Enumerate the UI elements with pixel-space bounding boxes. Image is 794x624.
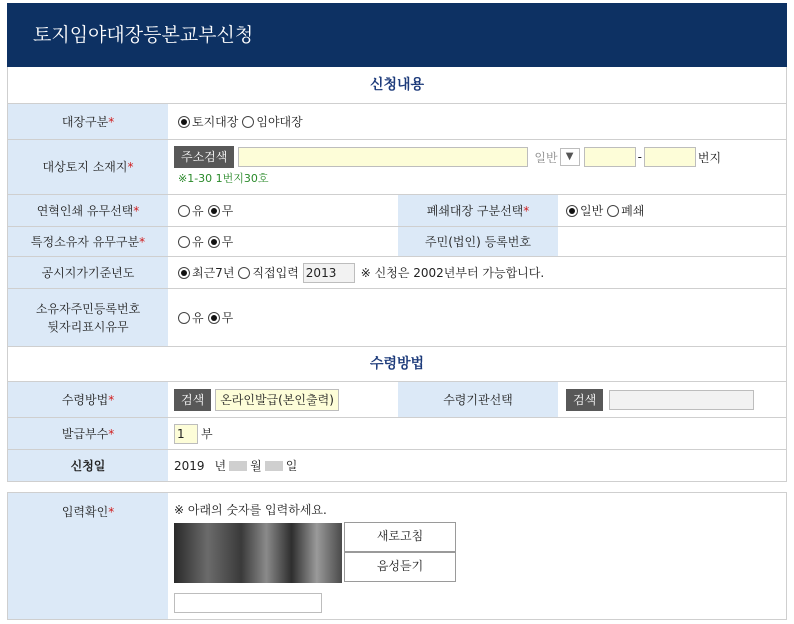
receive-method-label: 수령방법 * [8, 382, 168, 417]
copies-input[interactable]: 1 [174, 424, 198, 444]
owner-id-display-row: 소유자주민등록번호 뒷자리표시유무 유 무 [7, 288, 787, 346]
captcha-audio-button[interactable]: 음성듣기 [344, 552, 456, 582]
register-type-row [7, 103, 787, 139]
radio-owner-id-no[interactable] [208, 312, 220, 324]
resident-number-value [560, 227, 786, 256]
apply-date-row: 신청일 2019 년 월 일 [7, 449, 787, 482]
receive-method-value[interactable]: 온라인발급(본인출력) [215, 389, 339, 411]
captcha-input[interactable] [174, 593, 322, 613]
receive-method-search-button[interactable]: 검색 [174, 389, 211, 411]
register-type-options [172, 104, 786, 139]
lot-number-hint: ※1-30 1번지30호 [178, 172, 269, 185]
radio-history-no[interactable] [208, 205, 220, 217]
special-owner-label: 특정소유자 유무구분 * [8, 227, 168, 256]
receive-method-row [7, 381, 787, 417]
copies-label: 발급부수 * [8, 418, 168, 449]
captcha-label: 입력확인 * [8, 493, 168, 619]
apply-day-blurred [265, 461, 283, 471]
radio-history-yes[interactable] [178, 205, 190, 217]
general-select-value: 일반 [534, 150, 558, 165]
general-select-dropdown[interactable]: ▼ [560, 148, 580, 166]
section-title-receive: 수령방법 [7, 346, 787, 381]
forest-register-label: 임야대장 [256, 115, 303, 129]
lot-suffix: 번지 [697, 150, 722, 165]
radio-recent-7-years[interactable] [178, 267, 190, 279]
history-print-label: 연혁인쇄 유무선택 * [8, 195, 168, 226]
receive-org-label: 수령기관선택 [398, 382, 558, 417]
main-lot-number-input[interactable] [584, 147, 636, 167]
resident-number-label: 주민(법인) 등록번호 [398, 227, 558, 256]
apply-date-label: 신청일 [8, 450, 168, 481]
year-note: ※ 신청은 2002년부터 가능합니다. [360, 266, 545, 280]
radio-land-register[interactable] [178, 116, 190, 128]
land-register-label: 토지대장 [192, 115, 239, 129]
register-type-label: 대장구분 * [8, 104, 168, 139]
radio-direct-input[interactable] [238, 267, 250, 279]
radio-special-owner-yes[interactable] [178, 236, 190, 248]
captcha-image [174, 523, 342, 583]
land-location-row: 대상토지 소재지 * 주소검색 일반 ▼ - 번지 ※1-30 1번지30호 [7, 139, 787, 194]
radio-closed-closed[interactable] [607, 205, 619, 217]
special-owner-row: 특정소유자 유무구분 * 유 무 주민(법인) 등록번호 [7, 226, 787, 256]
address-input[interactable] [238, 147, 528, 167]
radio-closed-general[interactable] [566, 205, 578, 217]
price-year-label: 공시지가기준년도 [8, 257, 168, 288]
year-input[interactable]: 2013 [303, 263, 355, 283]
copies-unit: 부 [201, 427, 213, 441]
page-title: 토지임야대장등본교부신청 [7, 3, 787, 67]
land-location-label: 대상토지 소재지 * [8, 140, 168, 194]
radio-special-owner-no[interactable] [208, 236, 220, 248]
history-closed-row: 연혁인쇄 유무선택 * 유 무 폐쇄대장 구분선택 * 일반 폐쇄 [7, 194, 787, 226]
owner-id-display-label: 소유자주민등록번호 뒷자리표시유무 [8, 289, 168, 346]
apply-month-blurred [229, 461, 247, 471]
copies-row [7, 417, 787, 449]
receive-org-search-button[interactable]: 검색 [566, 389, 603, 411]
captcha-refresh-button[interactable]: 새로고침 [344, 522, 456, 552]
radio-forest-register[interactable] [242, 116, 254, 128]
address-search-button[interactable]: 주소검색 [174, 146, 234, 168]
price-year-row: 공시지가기준년도 최근7년 직접입력 2013 ※ 신청은 2002년부터 가능합니다. [7, 256, 787, 288]
radio-owner-id-yes[interactable] [178, 312, 190, 324]
closed-register-label: 폐쇄대장 구분선택 * [398, 195, 558, 226]
captcha-instruction: ※ 아래의 숫자를 입력하세요. [174, 503, 327, 517]
captcha-row [7, 492, 787, 620]
sub-lot-number-input[interactable] [644, 147, 696, 167]
receive-org-input[interactable] [609, 390, 754, 410]
apply-year: 2019 [174, 458, 205, 473]
section-title-apply: 신청내용 [7, 67, 787, 103]
